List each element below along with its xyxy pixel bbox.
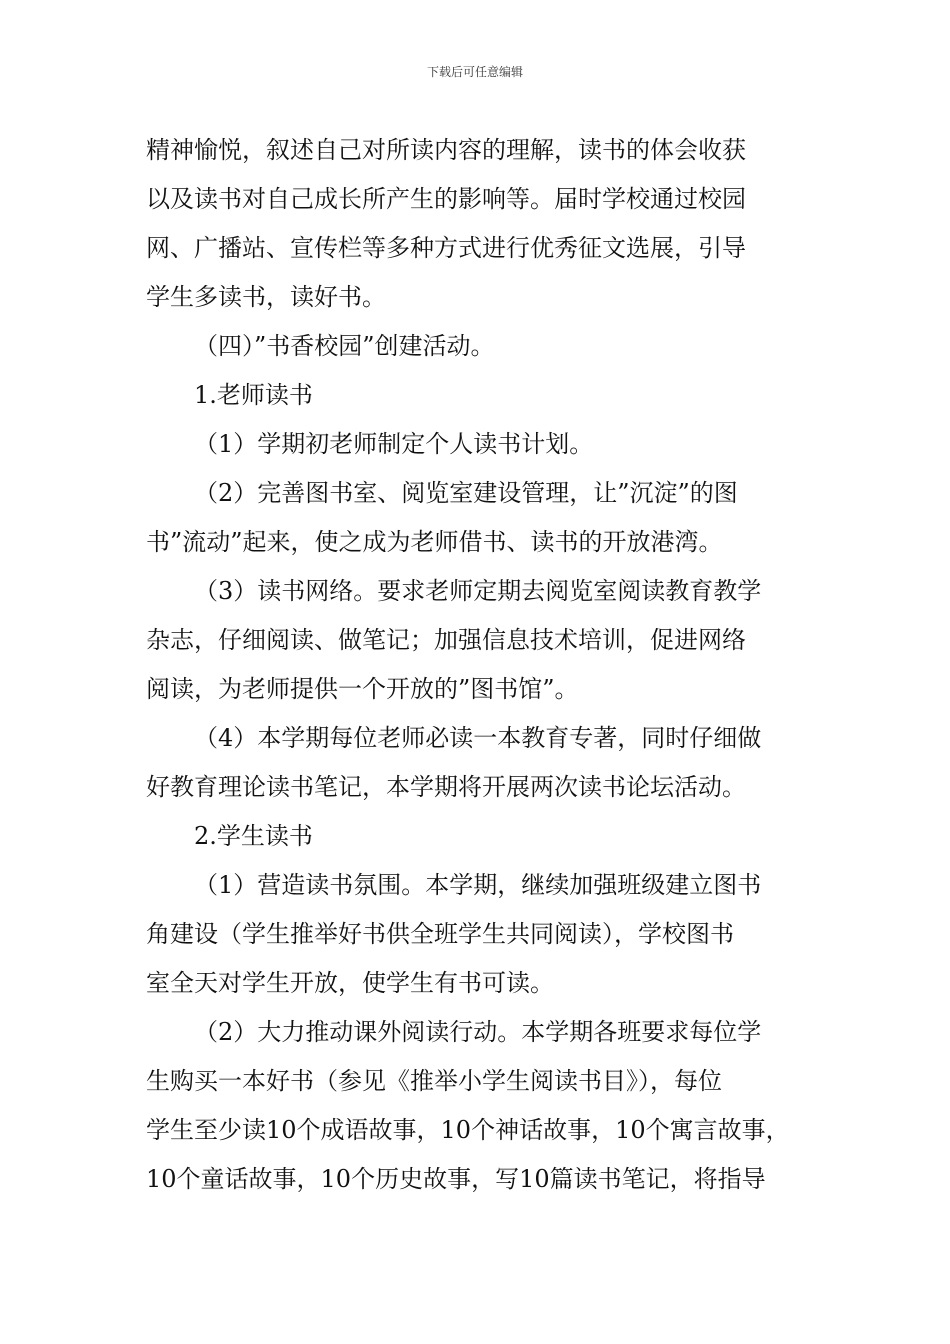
paragraph-line: （3）读书网络。要求老师定期去阅览室阅读教育教学 (194, 577, 762, 605)
paragraph-line: 室全天对学生开放，使学生有书可读。 (146, 969, 554, 997)
paragraph-line: （4）本学期每位老师必读一本教育专著，同时仔细做 (194, 724, 762, 752)
paragraph-line: 杂志，仔细阅读、做笔记；加强信息技术培训，促进网络 (146, 626, 746, 654)
paragraph-line: （2）大力推动课外阅读行动。本学期各班要求每位学 (194, 1018, 762, 1046)
paragraph-line: 好教育理论读书笔记，本学期将开展两次读书论坛活动。 (146, 773, 746, 801)
paragraph-line: 生购买一本好书（参见《推举小学生阅读书目》），每位 (146, 1067, 722, 1095)
paragraph-line: 书”流动”起来，使之成为老师借书、读书的开放港湾。 (146, 528, 723, 556)
subsection-heading: 1.老师读书 (194, 381, 313, 409)
paragraph-line: 以及读书对自己成长所产生的影响等。届时学校通过校园 (146, 185, 746, 213)
page-header: 下载后可任意编辑 (426, 65, 523, 79)
section-heading: （四）”书香校园”创建活动。 (194, 332, 495, 360)
paragraph-line: （2）完善图书室、阅览室建设管理，让”沉淀”的图 (194, 479, 738, 507)
paragraph-line: （1）营造读书氛围。本学期，继续加强班级建立图书 (194, 871, 762, 899)
paragraph-line: 阅读，为老师提供一个开放的”图书馆”。 (146, 675, 579, 703)
paragraph-line: （1）学期初老师制定个人读书计划。 (194, 430, 594, 458)
paragraph-line: 网、广播站、宣传栏等多种方式进行优秀征文选展，引导 (146, 234, 746, 262)
document-body (146, 126, 826, 1204)
paragraph-line: 学生至少读10个成语故事，10个神话故事，10个寓言故事， (146, 1116, 790, 1144)
subsection-heading: 2.学生读书 (194, 822, 313, 850)
paragraph-line: 精神愉悦，叙述自己对所读内容的理解，读书的体会收获 (146, 136, 746, 164)
paragraph-line: 10个童话故事，10个历史故事，写10篇读书笔记，将指导 (146, 1165, 766, 1193)
paragraph-line: 学生多读书，读好书。 (146, 283, 386, 311)
paragraph-line: 角建设（学生推举好书供全班学生共同阅读），学校图书 (146, 920, 734, 948)
